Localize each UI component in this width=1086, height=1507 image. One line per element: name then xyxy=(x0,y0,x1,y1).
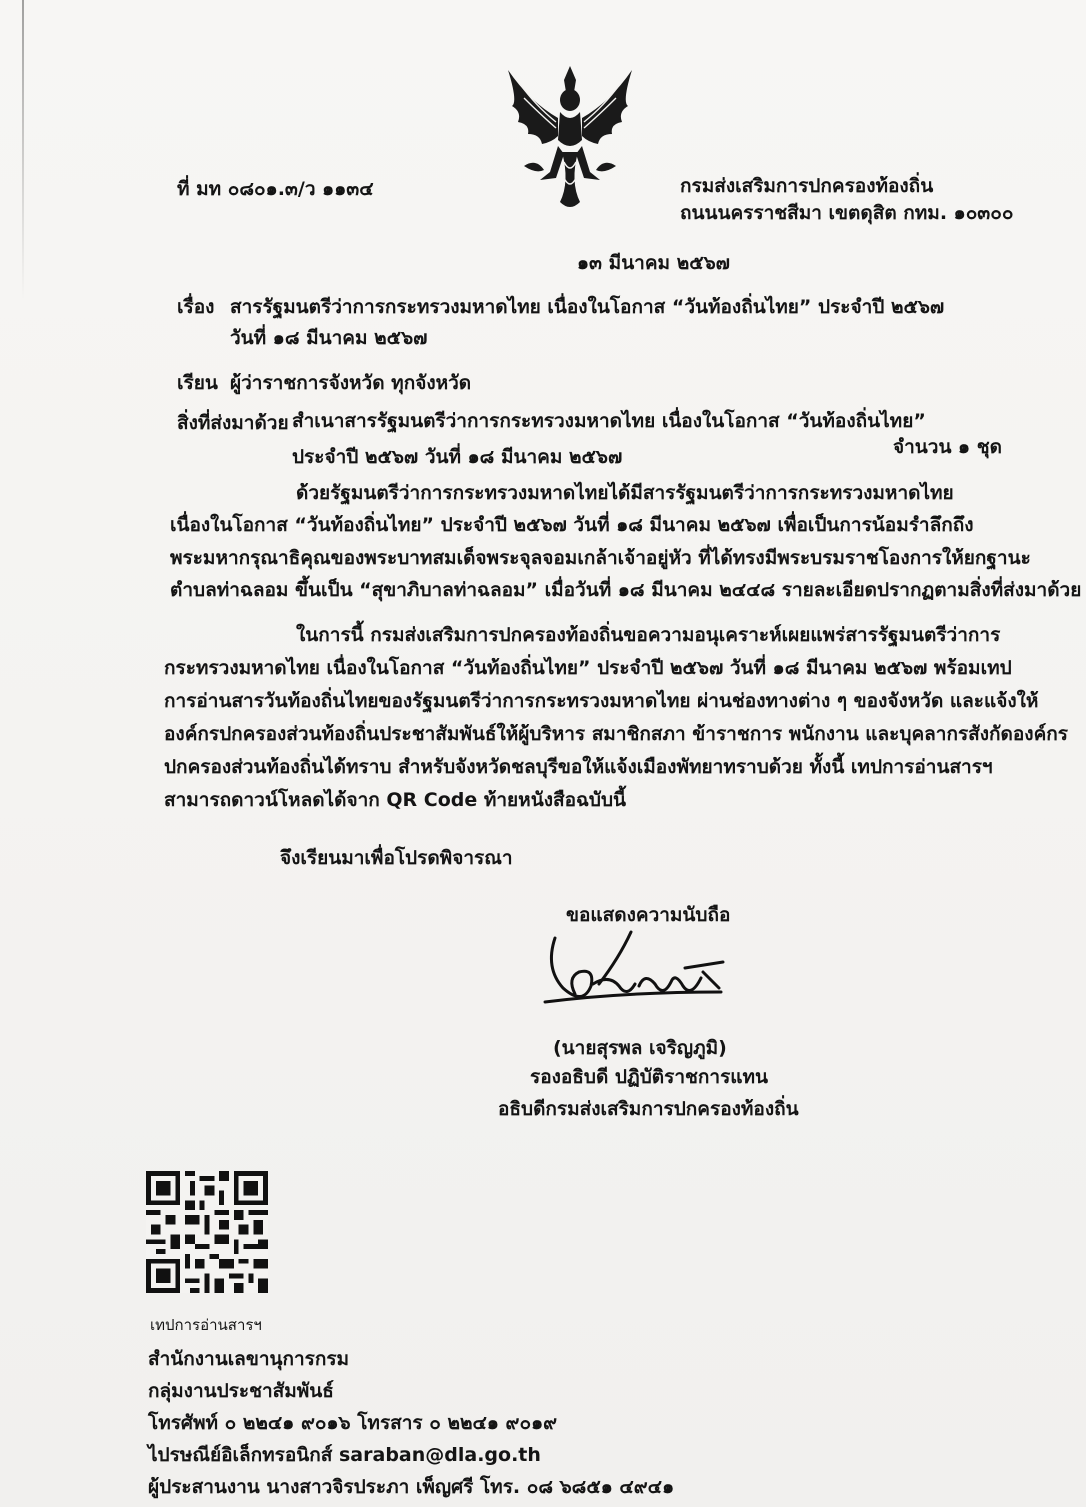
footer-coordinator: ผู้ประสานงาน นางสาวจิรประภา เพ็ญศรี โทร. ๐๘ ๖๘๕๑ ๔๙๔๑ xyxy=(148,1476,675,1498)
closing-request: จึงเรียนมาเพื่อโปรดพิจารณา xyxy=(280,847,513,869)
agency-name: กรมส่งเสริมการปกครองท้องถิ่น xyxy=(680,175,934,197)
body-para2-line-6: สามารถดาวน์โหลดได้จาก QR Code ท้ายหนังสือฉบับนี้ xyxy=(164,789,627,811)
body-para2-line-2: กระทรวงมหาดไทย เนื่องในโอกาส “วันท้องถิ่นไทย” ประจำปี ๒๕๖๗ วันที่ ๑๘ มีนาคม ๒๕๖๗ พร้อมเทป xyxy=(164,657,1012,679)
agency-address: ถนนนครราชสีมา เขตดุสิต กทม. ๑๐๓๐๐ xyxy=(680,202,1014,224)
body-para1-line-3: พระมหากรุณาธิคุณของพระบาทสมเด็จพระจุลจอมเกล้าเจ้าอยู่หัว ที่ได้ทรงมีพระบรมราชโองการให้ยกฐานะ xyxy=(170,547,1031,569)
subject-line-2: วันที่ ๑๘ มีนาคม ๒๕๖๗ xyxy=(230,327,428,349)
reference-number: ที่ มท ๐๘๐๑.๓/ว ๑๑๓๔ xyxy=(177,178,374,200)
body-para1-line-1: ด้วยรัฐมนตรีว่าการกระทรวงมหาดไทยได้มีสารรัฐมนตรีว่าการกระทรวงมหาดไทย xyxy=(296,482,954,504)
footer-group: กลุ่มงานประชาสัมพันธ์ xyxy=(148,1380,334,1402)
subject-line-1: สารรัฐมนตรีว่าการกระทรวงมหาดไทย เนื่องในโอกาส “วันท้องถิ่นไทย” ประจำปี ๒๕๖๗ xyxy=(230,296,945,318)
footer-email: ไปรษณีย์อิเล็กทรอนิกส์ saraban@dla.go.th xyxy=(148,1444,541,1466)
document-date: ๑๓ มีนาคม ๒๕๖๗ xyxy=(577,252,730,274)
body-para2-line-4: องค์กรปกครองส่วนท้องถิ่นประชาสัมพันธ์ให้ผู้บริหาร สมาชิกสภา ข้าราชการ พนักงาน และบุคลากรสังกัดองค์กร xyxy=(164,723,1069,745)
body-para2-line-1: ในการนี้ กรมส่งเสริมการปกครองท้องถิ่นขอความอนุเคราะห์เผยแพร่สารรัฐมนตรีว่าการ xyxy=(296,624,1001,646)
subject-label: เรื่อง xyxy=(177,296,215,318)
salutation: ขอแสดงความนับถือ xyxy=(566,904,731,926)
body-para2-line-3: การอ่านสารวันท้องถิ่นไทยของรัฐมนตรีว่าการกระทรวงมหาดไทย ผ่านช่องทางต่าง ๆ ของจังหวัด และแจ้งให้ xyxy=(164,690,1039,712)
qr-code-icon[interactable] xyxy=(146,1170,268,1294)
recipient-label: เรียน xyxy=(177,372,218,394)
enclosure-line-2: ประจำปี ๒๕๖๗ วันที่ ๑๘ มีนาคม ๒๕๖๗ xyxy=(292,446,623,468)
footer-office: สำนักงานเลขานุการกรม xyxy=(148,1348,350,1370)
recipient-value: ผู้ว่าราชการจังหวัด ทุกจังหวัด xyxy=(230,372,472,394)
signatory-name: (นายสุรพล เจริญภูมิ) xyxy=(553,1037,727,1059)
garuda-emblem-icon xyxy=(500,62,640,214)
body-para1-line-4: ตำบลท่าฉลอม ขึ้นเป็น “สุขาภิบาลท่าฉลอม” เมื่อวันที่ ๑๘ มีนาคม ๒๔๔๘ รายละเอียดปรากฏตามสิ่งที่ส่งมาด้วย xyxy=(170,579,1082,601)
enclosure-line-1: สำเนาสารรัฐมนตรีว่าการกระทรวงมหาดไทย เนื่องในโอกาส “วันท้องถิ่นไทย” xyxy=(292,410,926,432)
body-para2-line-5: ปกครองส่วนท้องถิ่นได้ทราบ สำหรับจังหวัดชลบุรีขอให้แจ้งเมืองพัทยาทราบด้วย ทั้งนี้ เทปการอ่านสารฯ xyxy=(164,756,993,778)
handwritten-signature xyxy=(535,928,735,1023)
footer-phone: โทรศัพท์ ๐ ๒๒๔๑ ๙๐๑๖ โทรสาร ๐ ๒๒๔๑ ๙๐๑๙ xyxy=(148,1412,558,1434)
signatory-position-2: อธิบดีกรมส่งเสริมการปกครองท้องถิ่น xyxy=(498,1098,799,1120)
paper-fold-line xyxy=(22,0,24,300)
enclosure-label: สิ่งที่ส่งมาด้วย xyxy=(177,412,289,434)
signatory-position-1: รองอธิบดี ปฏิบัติราชการแทน xyxy=(530,1066,769,1088)
body-para1-line-2: เนื่องในโอกาส “วันท้องถิ่นไทย” ประจำปี ๒๕๖๗ วันที่ ๑๘ มีนาคม ๒๕๖๗ เพื่อเป็นการน้อมรำลึกถึง xyxy=(170,514,974,536)
enclosure-quantity: จำนวน ๑ ชุด xyxy=(893,436,1002,458)
qr-caption: เทปการอ่านสารฯ xyxy=(150,1316,262,1334)
